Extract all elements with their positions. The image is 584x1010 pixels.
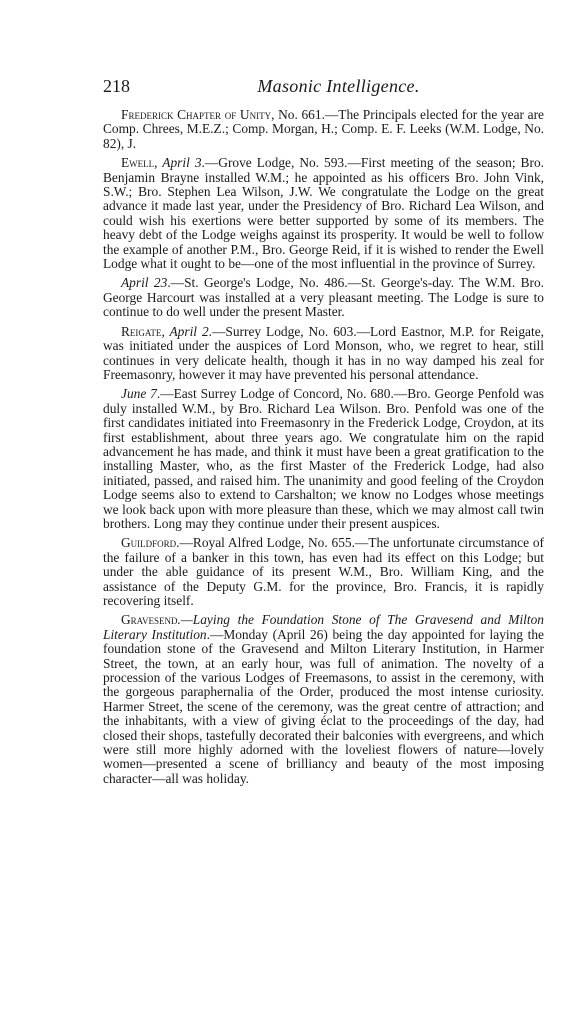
paragraph-lead: Frederick Chapter of Unity xyxy=(121,107,272,122)
paragraph-text: .—Surrey Lodge, No. 603.—Lord Eastnor, M.P. for Reigate, was initiated under the auspices of Lord Monson, who, we regret to hear, still continues in very delicate health, though it has in no way damped his zeal for Freemasonry, however it may have prevented his personal attendance. xyxy=(103,323,544,382)
paragraph-text: .—St. George's Lodge, No. 486.—St. George's-day. The W.M. Bro. George Harcourt was installed at a very pleasant meeting. The Lodge is sure to continue to do well under the present Master. xyxy=(103,275,545,320)
paragraph-text: .—Royal Alfred Lodge, No. 655.—The unfortunate circumstance of the failure of a banker in this town, has even had its effect on this Lodge; but under the able guidance of its present W.M., Bro. William King, and the assistance of the Deputy G.M. for the province, Bro. Francis, it is rapidly recovering itself. xyxy=(103,535,544,608)
paragraph-frederick-chapter xyxy=(103,108,544,151)
paragraph-lead: Ewell xyxy=(121,155,155,171)
paragraph-text: , No. 661.—The Principals elected for the year are Comp. Chrees, M.E.Z.; Comp. Morgan, H.; Comp. E. F. Leeks (W.M. Lodge, No. 82), J. xyxy=(103,107,545,151)
paragraph-date: April 23 xyxy=(121,275,168,291)
paragraph-date: June 7 xyxy=(121,386,157,402)
paragraph-ewell xyxy=(103,156,544,271)
article-body xyxy=(103,108,544,786)
paragraph-lead: Guildford xyxy=(121,535,177,551)
running-title: Masonic Intelligence. xyxy=(257,76,420,96)
paragraph-date: , April 2 xyxy=(161,323,209,339)
paragraph-st-georges xyxy=(103,276,544,319)
paragraph-guildford xyxy=(103,536,544,608)
paragraph-text: .—East Surrey Lodge of Concord, No. 680.—Bro. George Penfold was duly installed W.M., by Bro. Richard Lea Wilson. Bro. Penfold was one of the first candidates initiated into Freemasonry in the Frederick Lodge, Croydon, at its first establishment, about three years ago. We congratulate him on the rapid advancement he has made, and think it must have been a great gratification to the installing Master, who, as the first Master of the Frederick Lodge, had also initiated, passed, and raised him. The unanimity and good feeling of the Croydon Lodge seems also to extend to Carshalton; we know no Lodges whose meetings we look back upon with more pleasure than these, which we may almost call twin brothers. Long may they continue under their present auspices. xyxy=(103,386,544,531)
page-header xyxy=(103,76,544,104)
paragraph-text: .—Monday (April 26) being the day appointed for laying the foundation stone of the Gravesend and Milton Literary Institution, in Harmer Street, the town, at an early hour, was full of animation. The novelty of a procession of the various Lodges of Freemasons, to assist in the ceremony, with the gorgeous paraphernalia of the Order, produced the most intense curiosity. Harmer Street, the scene of the ceremony, was the great centre of attraction; and the inhabitants, with a view of giving éclat to the proceedings of the day, had closed their shops, tastefully decorated their balconies with evergreens, and which were still more highly adorned with the loveliest flowers of nature—lovely women—presented a scene of brilliancy and beauty of the most imposing character—all was holiday. xyxy=(103,626,544,786)
paragraph-date: , April 3 xyxy=(154,155,202,171)
page-number: 218 xyxy=(103,76,130,96)
paragraph-date: .—Laying the Foundation Stone of The Gravesend and Milton Literary Institution xyxy=(103,612,544,642)
paragraph-reigate xyxy=(103,325,544,383)
paragraph-east-surrey xyxy=(103,387,544,531)
paragraph-lead: Reigate xyxy=(121,323,162,339)
paragraph-text: .—Grove Lodge, No. 593.—First meeting of the season; Bro. Benjamin Brayne installed W.M.; he appointed as his officers Bro. John Vink, S.W.; Bro. Stephen Lea Wilson, J.W. We congratulate the Lodge on the great advance it made last year, under the Presidency of Bro. Richard Lea Wilson, and could wish his exertions were better supported by some of its members. The heavy debt of the Lodge weighs against its prosperity. It would be well to follow the example of another P.M., Bro. George Reid, if it is wished to render the Ewell Lodge what it ought to be—one of the most influential in the province of Surrey. xyxy=(103,155,544,272)
paragraph-lead: Gravesend xyxy=(121,612,178,628)
paragraph-gravesend xyxy=(103,613,544,786)
